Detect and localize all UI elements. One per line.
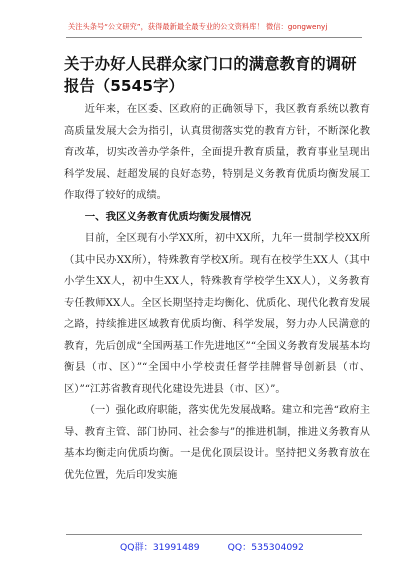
document-body (64, 99, 370, 486)
header-divider (66, 37, 362, 38)
section-heading: 一、我区义务教育优质均衡发展情况 (84, 210, 252, 223)
footer-qq: QQ：535304092 (227, 542, 304, 553)
body-paragraph: （一）强化政府职能，落实优先发展战略。建立和完善“政府主导、教育主管、部门协同、社会参与”的推进机制，推进义务教育从基本均衡走向优质均衡。一是优化顶层设计。坚持把义务教育放在优先位置，先后印发实施 (64, 404, 370, 481)
page-header-notice: 关注头条号“公文研究”，获得最新最全最专业的公文资料库！ 微信：gongwenyj (68, 22, 328, 31)
footer-qq-group: QQ群：31991489 (120, 542, 200, 553)
page-footer (120, 539, 320, 553)
body-paragraph: 目前，全区现有小学XX所，初中XX所，九年一贯制学校XX所（其中民办XX所），特殊教育学校X所。现有在校学生XX人（其中小学生XX人，初中生XX人，特殊教育学校学生XX人），义务教育专任教师XX人。全区长期坚持走均衡化、优质化、现代化教育发展之路，持续推进区域教育优质均衡、科学发展，努力办人民满意的教育，先后创成“全国两基工作先进地区”“全国义务教育发展基本均衡县（市、区）”“全国中小学校责任督学挂牌督导创新县（市、区）”“江苏省教育现代化建设先进县（市、区）”。 (64, 232, 370, 395)
footer-divider (66, 534, 362, 535)
document-title: 关于办好人民群众家门口的满意教育的调研报告（5545字） (64, 55, 357, 95)
intro-paragraph: 近年来，在区委、区政府的正确领导下，我区教育系统以教育高质量发展大会为指引，认真贯彻落实党的教育方针，不断深化教育改革，切实改善办学条件，全面提升教育质量，教育事业呈现出科学发展、赶超发展的良好态势，特别是义务教育优质均衡发展工作取得了较好的成绩。 (64, 103, 370, 201)
